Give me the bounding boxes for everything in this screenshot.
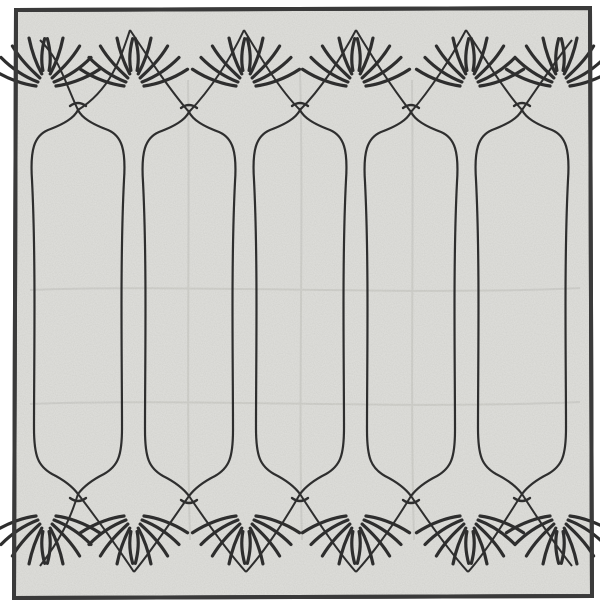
cloth — [14, 8, 592, 598]
